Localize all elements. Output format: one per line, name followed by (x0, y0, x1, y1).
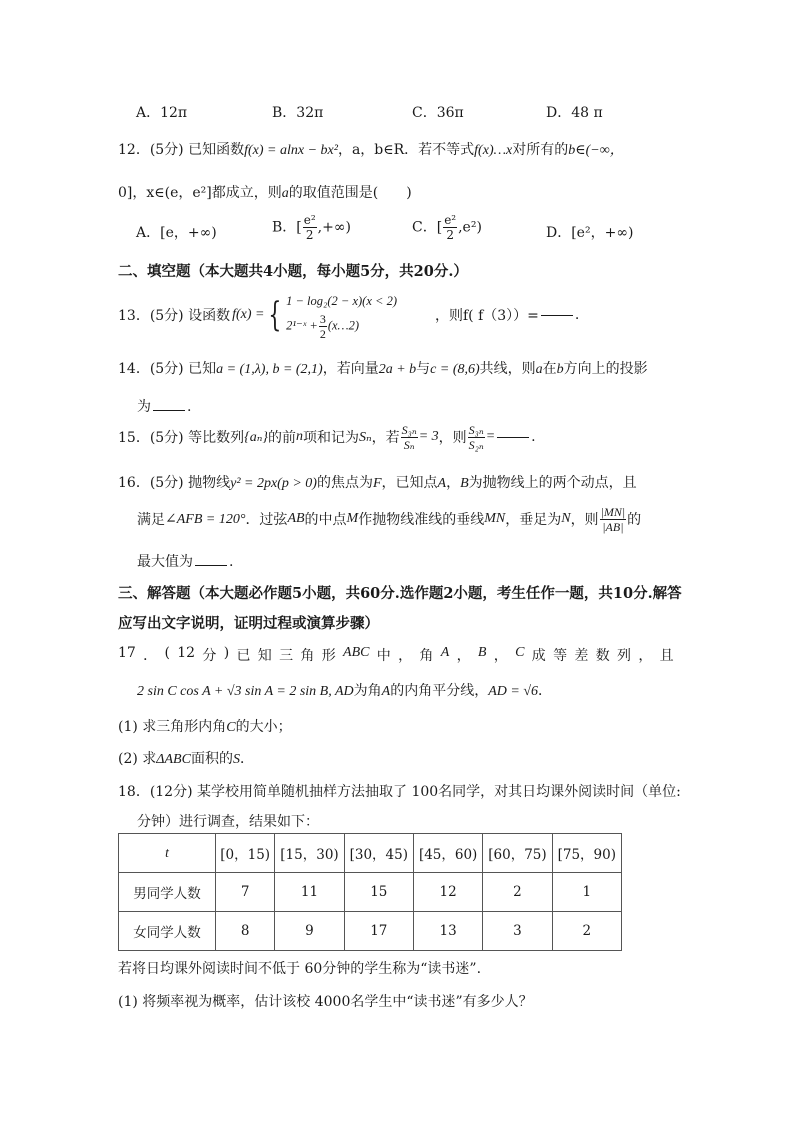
table-cell: 7 (216, 873, 275, 912)
q18-line2: 分钟）进行调查，结果如下： (137, 814, 319, 830)
q14-line1: 14．(5分) 已知a = (1,λ), b = (2,1)，若向量2a + b与c = (8,6)共线，则a在b方向上的投影 (118, 361, 648, 377)
q13-answer-blank (541, 314, 573, 316)
table-cell: 1 (552, 873, 621, 912)
q12-option-c: C．[ $\frac{\text{e²}}{2}$ ,e²) (412, 213, 482, 242)
table-row (119, 912, 622, 951)
reading-time-table (118, 833, 622, 951)
section2-heading: 二、填空题（本大题共4小题，每小题5分，共20分.） (118, 263, 468, 280)
table-header-cell: [30，45) (344, 834, 413, 873)
table-cell: 15 (344, 873, 413, 912)
q11-option-b: B．32π (272, 105, 324, 121)
table-row (119, 873, 622, 912)
q13: 13．(5分) 设函数 f(x) = { 1 − log₂(2 − x)(x < 2) 2¹⁻ˣ + $\frac{3}{2}$ (x…2) ，则f( f（3））= . (118, 288, 579, 342)
q11-option-d: D．48 π (546, 105, 603, 121)
q12-option-a: A．[e，+∞) (136, 225, 217, 241)
table-cell: 2 (552, 912, 621, 951)
table-cell: 8 (216, 912, 275, 951)
table-cell: 9 (275, 912, 344, 951)
q11-option-c: C．36π (412, 105, 464, 121)
q17-sub1: (1) 求三角形内角C的大小； (118, 719, 292, 735)
q14-answer-blank (153, 409, 185, 411)
q16-line3: 最大值为 . (137, 554, 234, 570)
table-cell: 17 (344, 912, 413, 951)
table-cell: 12 (413, 873, 482, 912)
q12-option-d: D．[e²，+∞) (546, 225, 634, 241)
table-cell: 13 (413, 912, 482, 951)
table-header-cell: [0，15) (216, 834, 275, 873)
q11-option-a: A．12π (136, 105, 188, 121)
q15: 15．(5分) 等比数列 {aₙ} 的前 n 项和记为 Sₙ ，若 $\frac{\text{S₃ₙ}}{\text{Sₙ}}$ = 3 ，则 $\frac{\text{S₃ₙ}}{\text{S₂ₙ}}$ = . (118, 422, 536, 452)
q16-line1: 16．(5分) 抛物线y² = 2px(p > 0)的焦点为F，已知点A，B为抛物线上的两个动点，且 (118, 475, 637, 491)
table-cell: 男同学人数 (119, 873, 216, 912)
q18-sub1: (1) 将频率视为概率，估计该校 4000名学生中“读书迷”有多少人？ (118, 994, 533, 1010)
table-cell: 11 (275, 873, 344, 912)
q18-definition: 若将日均课外阅读时间不低于 60分钟的学生称为“读书迷”. (118, 961, 482, 977)
q17-sub2: (2) 求ΔABC面积的S． (118, 751, 254, 767)
table-header-cell: [45，60) (413, 834, 482, 873)
table-header-cell: [60，75) (483, 834, 552, 873)
table-cell: 2 (483, 873, 552, 912)
q14-line2: 为 . (137, 399, 192, 415)
q16-answer-blank (195, 564, 227, 566)
table-header-cell: [15，30) (275, 834, 344, 873)
q13-piecewise: 1 − log₂(2 − x)(x < 2) 2¹⁻ˣ + $\frac{3}{2}$ (x…2) (286, 294, 397, 341)
q18-line1: 18．(12分) 某学校用简单随机抽样方法抽取了 100名同学，对其日均课外阅读时间（单位: (118, 784, 681, 800)
table-cell: 女同学人数 (119, 912, 216, 951)
q12-option-b: B．[ $\frac{\text{e²}}{2}$ ,+∞) (272, 213, 351, 242)
q13-brace: { (268, 295, 282, 335)
table-cell: 3 (483, 912, 552, 951)
q17-line2: 2 sin C cos A + √3 sin A = 2 sin B, AD为角A的内角平分线，AD = √6． (137, 683, 553, 699)
table-header-row (119, 834, 622, 873)
table-header-cell: t (119, 834, 216, 873)
q17-line1: 17 ． ( 12 分 ) 已 知 三 角 形 ABC 中 ， 角 A ， B ， C 成 等 差 数 列 ， 且 (118, 645, 674, 664)
section3-heading-line2: 应写出文字说明，证明过程或演算步骤） (118, 615, 379, 632)
section3-heading-line1: 三、解答题（本大题必作题5小题，共60分.选作题2小题，考生任作一题，共10分.解答 (118, 585, 682, 602)
q16-line2: 满足 ∠AFB = 120° ．过弦 AB 的中点 M 作抛物线准线的垂线 MN ，垂足为 N ，则 $\frac{|MN|}{|AB|}$ 的 (137, 504, 642, 534)
q12-line1: 12．(5分) 已知函数f(x) = alnx − bx²，a，b∈R．若不等式f(x)…x对所有的b∈(−∞， (118, 142, 624, 158)
q12-line2: 0]，x∈(e，e²]都成立，则a的取值范围是( ) (118, 185, 412, 201)
q15-answer-blank (497, 436, 529, 438)
table-header-cell: [75，90) (552, 834, 621, 873)
